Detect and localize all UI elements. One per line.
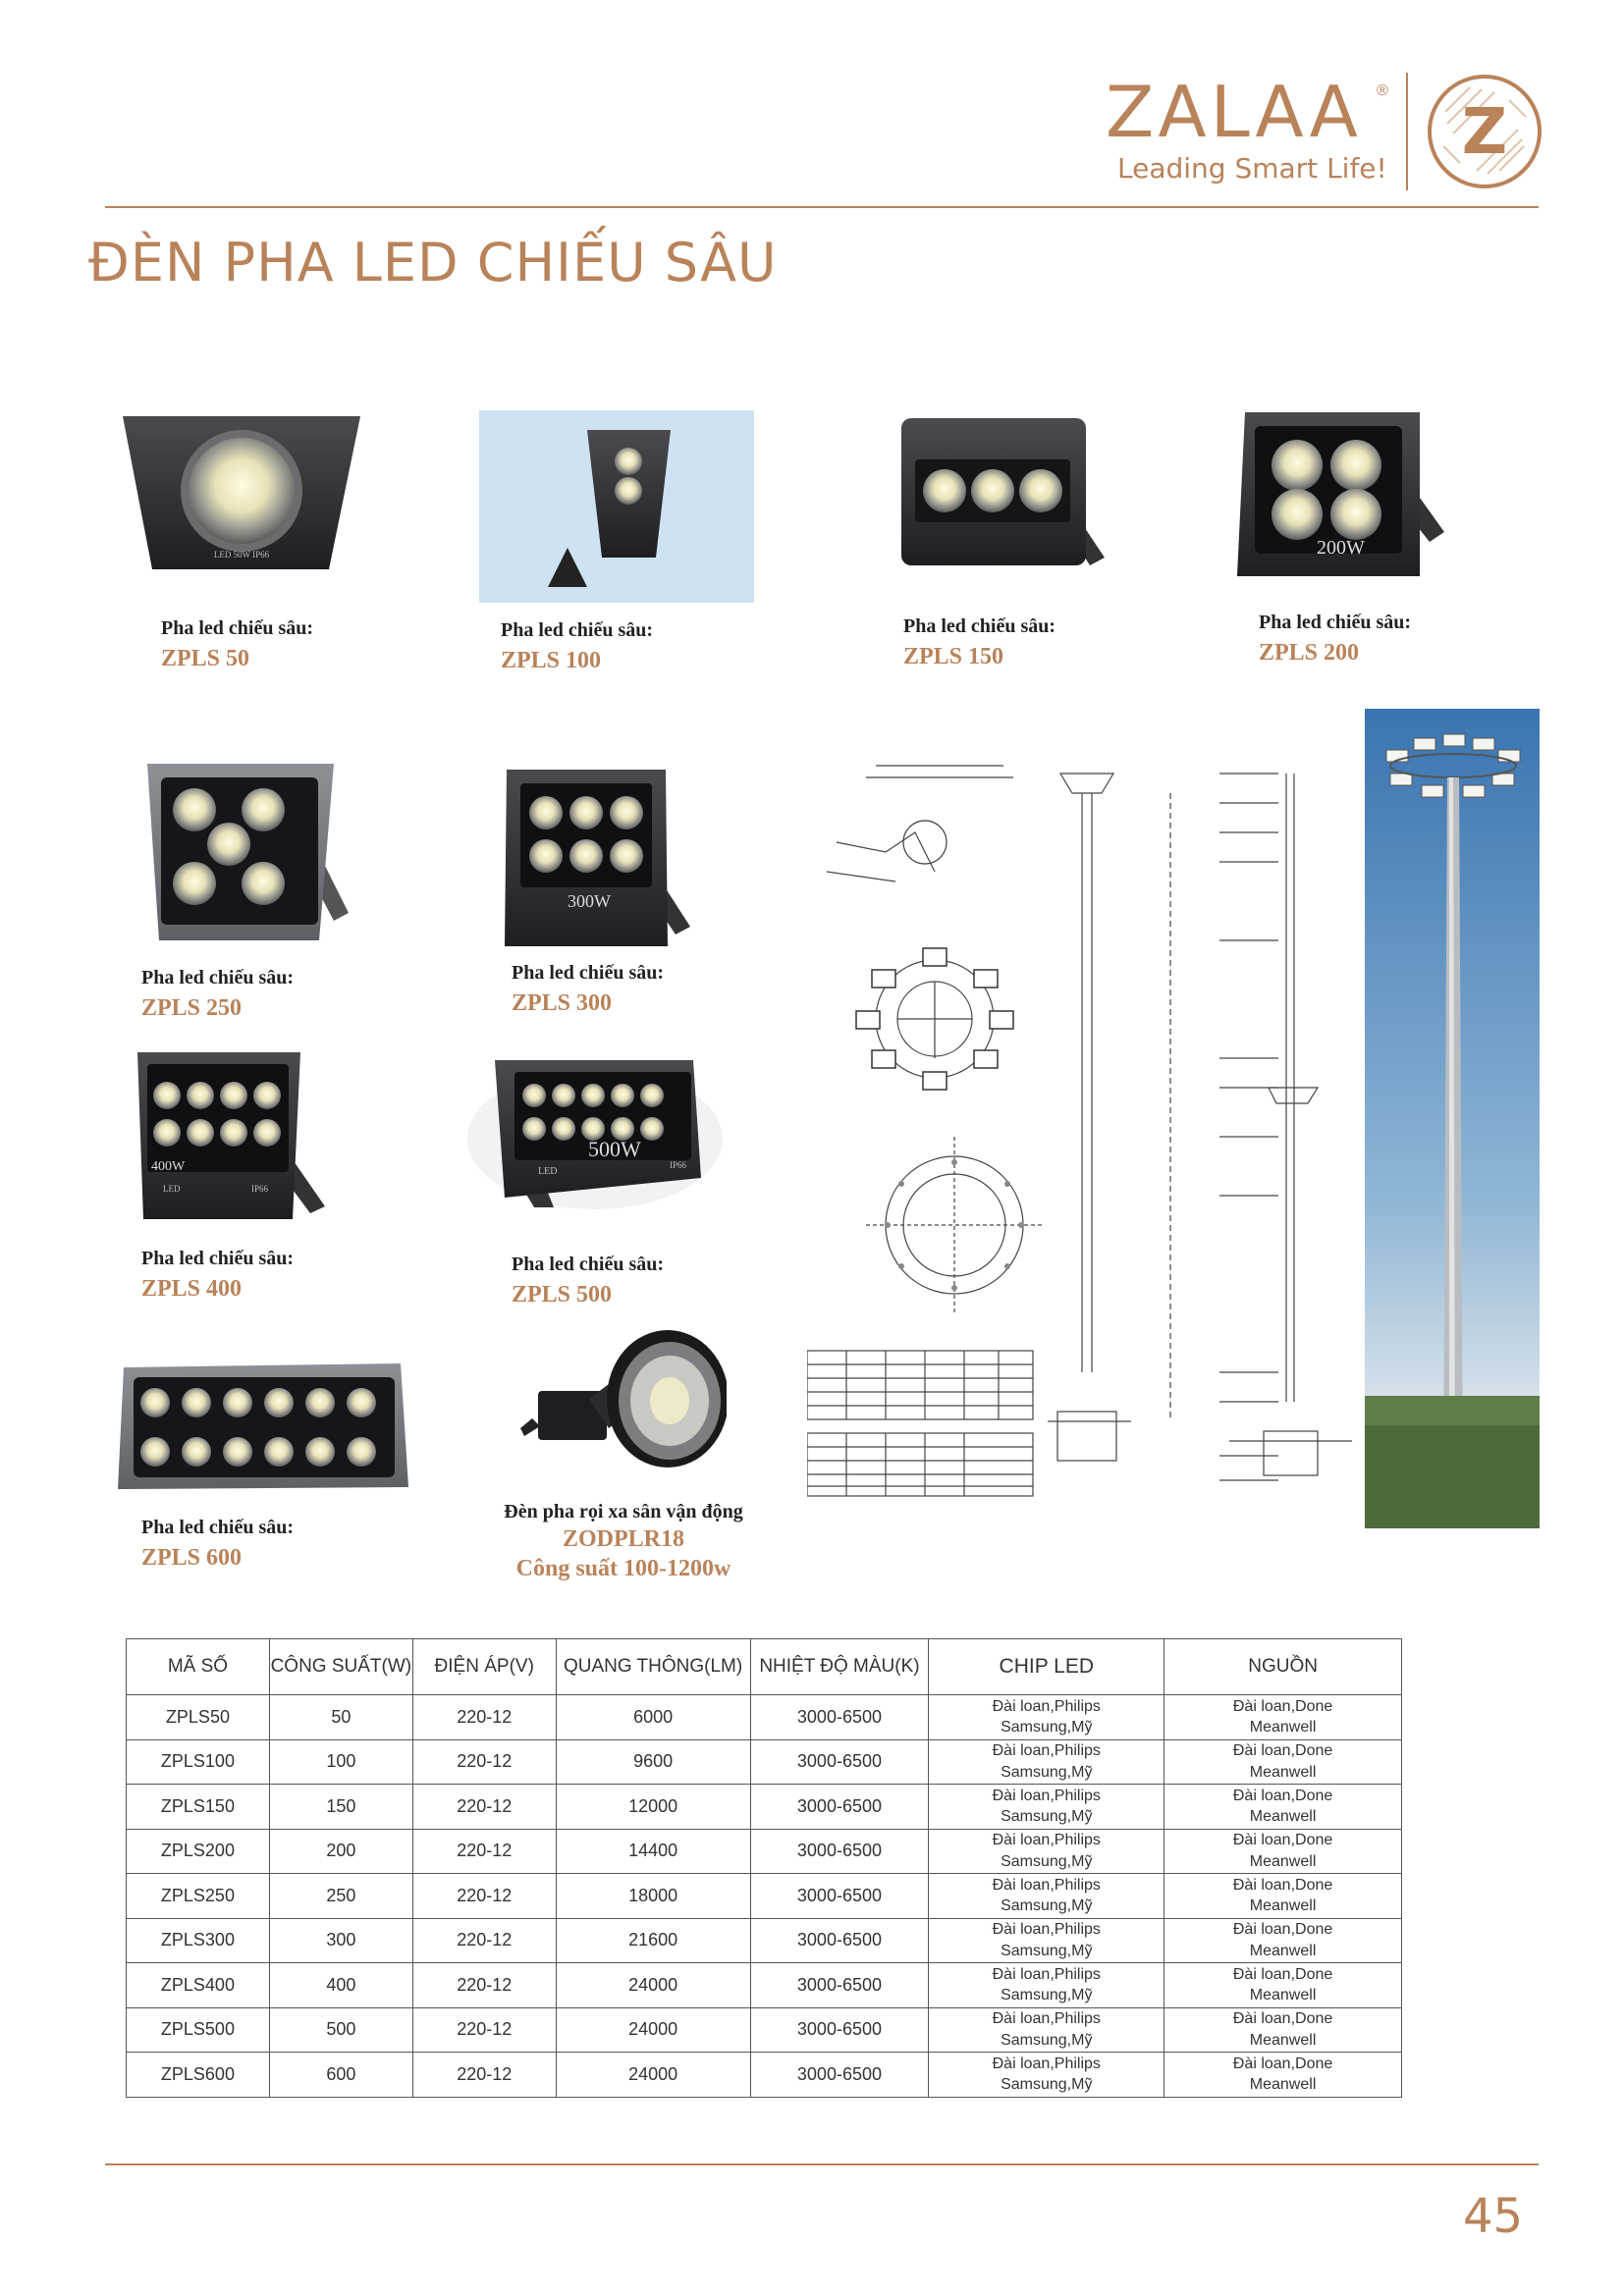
cell-voltage: 220-12 — [412, 1695, 556, 1740]
cell-code: ZPLS500 — [127, 2007, 270, 2053]
product-image-zpls500 — [465, 1050, 725, 1213]
spec-table — [126, 1638, 1402, 2098]
cell-chip-led-line1: Đài loan,Philips — [992, 1697, 1101, 1715]
cell-power: 400 — [269, 1963, 412, 2008]
cell-chip-led — [929, 1695, 1164, 1740]
cell-psu — [1164, 1874, 1402, 1919]
cell-cct: 3000-6500 — [750, 1695, 929, 1740]
cell-psu — [1164, 1829, 1402, 1874]
cell-code: ZPLS300 — [127, 1918, 270, 1963]
high-mast-photo — [1365, 709, 1540, 1528]
product-caption-zpls300: Pha led chiếu sâu: ZPLS 300 — [512, 962, 665, 1016]
col-header-chip: CHIP LED — [929, 1639, 1164, 1695]
cell-chip-led-line2: Samsung,Mỹ — [1001, 1897, 1093, 1915]
svg-text:IP66: IP66 — [251, 1184, 269, 1194]
cell-psu-line2: Meanwell — [1249, 1897, 1317, 1915]
cell-power: 600 — [269, 2053, 412, 2098]
cell-psu-line2: Meanwell — [1249, 2076, 1317, 2094]
cell-psu-line2: Meanwell — [1249, 1852, 1317, 1870]
cell-lumen: 6000 — [556, 1695, 750, 1740]
table-row — [127, 1695, 1402, 1740]
cell-psu-line1: Đài loan,Done — [1232, 1697, 1333, 1715]
cell-power: 500 — [269, 2007, 412, 2053]
cell-chip-led-line2: Samsung,Mỹ — [1001, 1852, 1093, 1870]
cell-cct: 3000-6500 — [750, 1829, 929, 1874]
cell-chip-led — [929, 1918, 1164, 1963]
cell-lumen: 24000 — [556, 2007, 750, 2053]
cell-psu — [1164, 2053, 1402, 2098]
product-image-zpls100 — [479, 410, 754, 603]
product-image-zpls150 — [893, 410, 1111, 577]
cell-lumen: 24000 — [556, 1963, 750, 2008]
header-divider — [105, 206, 1539, 208]
col-header-voltage: ĐIỆN ÁP(V) — [412, 1639, 556, 1695]
cell-chip-led — [929, 2053, 1164, 2098]
product-caption-zpls600: Pha led chiếu sâu: ZPLS 600 — [141, 1517, 295, 1571]
page-number: 45 — [1463, 2189, 1524, 2244]
cell-code: ZPLS400 — [127, 1963, 270, 2008]
cell-lumen: 9600 — [556, 1739, 750, 1785]
cell-chip-led — [929, 1874, 1164, 1919]
page-title: ĐÈN PHA LED CHIẾU SÂU — [88, 232, 778, 294]
svg-text:300W: 300W — [568, 891, 611, 911]
cell-psu-line2: Meanwell — [1249, 1763, 1317, 1781]
cell-power: 200 — [269, 1829, 412, 1874]
cell-psu — [1164, 1785, 1402, 1830]
cell-chip-led-line1: Đài loan,Philips — [992, 1832, 1101, 1849]
product-image-zpls200 — [1233, 404, 1447, 587]
cell-lumen: 12000 — [556, 1785, 750, 1830]
cell-psu-line2: Meanwell — [1249, 1719, 1317, 1736]
product-caption-zpls200: Pha led chiếu sâu: ZPLS 200 — [1259, 612, 1412, 666]
product-caption-zpls400: Pha led chiếu sâu: ZPLS 400 — [141, 1248, 295, 1302]
cell-cct: 3000-6500 — [750, 2007, 929, 2053]
product-image-zpls300 — [499, 750, 693, 956]
cell-chip-led — [929, 1963, 1164, 2008]
cell-voltage: 220-12 — [412, 1829, 556, 1874]
cell-psu — [1164, 1739, 1402, 1785]
col-header-psu: NGUỒN — [1164, 1639, 1402, 1695]
cell-voltage: 220-12 — [412, 1918, 556, 1963]
footer-divider — [105, 2163, 1539, 2165]
col-header-code: MÃ SỐ — [127, 1639, 270, 1695]
cell-cct: 3000-6500 — [750, 1918, 929, 1963]
table-row — [127, 1829, 1402, 1874]
cell-code: ZPLS250 — [127, 1874, 270, 1919]
cell-code: ZPLS100 — [127, 1739, 270, 1785]
cell-cct: 3000-6500 — [750, 1963, 929, 2008]
cell-psu-line2: Meanwell — [1249, 2031, 1317, 2049]
product-image-zpls400 — [84, 1044, 379, 1223]
cell-psu-line1: Đài loan,Done — [1232, 1832, 1333, 1849]
brand-name: ZALAA — [1106, 71, 1362, 153]
table-row — [127, 1785, 1402, 1830]
cell-chip-led-line1: Đài loan,Philips — [992, 2010, 1101, 2028]
product-image-zpls50 — [113, 410, 370, 577]
table-header-row — [127, 1639, 1402, 1695]
cell-chip-led — [929, 1739, 1164, 1785]
svg-text:IP66: IP66 — [670, 1160, 687, 1170]
cell-voltage: 220-12 — [412, 1963, 556, 2008]
table-row — [127, 1918, 1402, 1963]
cell-psu-line2: Meanwell — [1249, 1808, 1317, 1826]
cell-chip-led-line2: Samsung,Mỹ — [1001, 2076, 1093, 2094]
cell-cct: 3000-6500 — [750, 1874, 929, 1919]
cell-chip-led-line1: Đài loan,Philips — [992, 1742, 1101, 1760]
svg-text:500W: 500W — [588, 1137, 641, 1161]
cell-chip-led-line1: Đài loan,Philips — [992, 2055, 1101, 2072]
cell-voltage: 220-12 — [412, 1739, 556, 1785]
brand-logo-letter: Z — [1461, 96, 1508, 169]
cell-psu-line1: Đài loan,Done — [1232, 1876, 1333, 1894]
cell-lumen: 24000 — [556, 2053, 750, 2098]
cell-power: 150 — [269, 1785, 412, 1830]
table-row — [127, 1963, 1402, 2008]
cell-power: 50 — [269, 1695, 412, 1740]
cell-chip-led-line2: Samsung,Mỹ — [1001, 1808, 1093, 1826]
cell-chip-led-line2: Samsung,Mỹ — [1001, 1987, 1093, 2004]
cell-chip-led-line2: Samsung,Mỹ — [1001, 1719, 1093, 1736]
cell-psu-line2: Meanwell — [1249, 1942, 1317, 1959]
table-row — [127, 2053, 1402, 2098]
cell-psu-line2: Meanwell — [1249, 1987, 1317, 2004]
col-header-lumen: QUANG THÔNG(LM) — [556, 1639, 750, 1695]
cell-code: ZPLS200 — [127, 1829, 270, 1874]
table-row — [127, 2007, 1402, 2053]
brand-block — [1106, 73, 1410, 200]
brand-registered-mark: ® — [1377, 82, 1388, 99]
cell-chip-led-line2: Samsung,Mỹ — [1001, 1763, 1093, 1781]
cell-chip-led-line1: Đài loan,Philips — [992, 1787, 1101, 1804]
cell-psu-line1: Đài loan,Done — [1232, 1921, 1333, 1939]
cell-psu — [1164, 1963, 1402, 2008]
cell-voltage: 220-12 — [412, 2053, 556, 2098]
product-caption-zodplr18: Đèn pha rọi xa sân vận động ZODPLR18 Công suất 100-1200w — [504, 1501, 743, 1581]
svg-text:LED: LED — [163, 1184, 181, 1194]
cell-chip-led — [929, 1785, 1164, 1830]
cell-power: 300 — [269, 1918, 412, 1963]
cell-chip-led-line1: Đài loan,Philips — [992, 1965, 1101, 1983]
product-caption-zpls50: Pha led chiếu sâu: ZPLS 50 — [161, 617, 314, 671]
cell-psu-line1: Đài loan,Done — [1232, 1787, 1333, 1804]
cell-code: ZPLS600 — [127, 2053, 270, 2098]
product-image-zpls600 — [114, 1360, 410, 1493]
cell-voltage: 220-12 — [412, 1785, 556, 1830]
cell-psu — [1164, 1695, 1402, 1740]
cell-lumen: 18000 — [556, 1874, 750, 1919]
product-image-zpls250 — [137, 756, 355, 952]
cell-chip-led — [929, 1829, 1164, 1874]
cell-cct: 3000-6500 — [750, 2053, 929, 2098]
cell-voltage: 220-12 — [412, 1874, 556, 1919]
product-caption-zpls500: Pha led chiếu sâu: ZPLS 500 — [512, 1254, 665, 1308]
table-row — [127, 1739, 1402, 1785]
cell-chip-led-line1: Đài loan,Philips — [992, 1876, 1101, 1894]
brand-tagline: Leading Smart Life! — [1117, 152, 1387, 185]
cell-chip-led-line1: Đài loan,Philips — [992, 1921, 1101, 1939]
cell-voltage: 220-12 — [412, 2007, 556, 2053]
cell-power: 250 — [269, 1874, 412, 1919]
product-caption-zpls150: Pha led chiếu sâu: ZPLS 150 — [903, 615, 1056, 669]
cell-psu-line1: Đài loan,Done — [1232, 1742, 1333, 1760]
product-caption-zpls250: Pha led chiếu sâu: ZPLS 250 — [141, 967, 295, 1021]
svg-text:LED: LED — [538, 1166, 558, 1177]
table-row — [127, 1874, 1402, 1919]
cell-code: ZPLS50 — [127, 1695, 270, 1740]
cell-lumen: 14400 — [556, 1829, 750, 1874]
product-image-zodplr18 — [520, 1330, 727, 1477]
cell-code: ZPLS150 — [127, 1785, 270, 1830]
cell-cct: 3000-6500 — [750, 1785, 929, 1830]
cell-chip-led-line2: Samsung,Mỹ — [1001, 1942, 1093, 1959]
cell-psu-line1: Đài loan,Done — [1232, 2010, 1333, 2028]
cell-psu-line1: Đài loan,Done — [1232, 2055, 1333, 2072]
cell-chip-led — [929, 2007, 1164, 2053]
svg-text:LED 50W IP66: LED 50W IP66 — [213, 550, 270, 560]
svg-text:200W: 200W — [1317, 537, 1365, 559]
col-header-cct: NHIỆT ĐỘ MÀU(K) — [750, 1639, 929, 1695]
cell-cct: 3000-6500 — [750, 1739, 929, 1785]
product-caption-zpls100: Pha led chiếu sâu: ZPLS 100 — [501, 619, 654, 673]
brand-logo-icon — [1426, 73, 1543, 190]
cell-psu — [1164, 1918, 1402, 1963]
svg-text:400W: 400W — [151, 1159, 186, 1174]
cell-psu — [1164, 2007, 1402, 2053]
cell-chip-led-line2: Samsung,Mỹ — [1001, 2031, 1093, 2049]
cell-psu-line1: Đài loan,Done — [1232, 1965, 1333, 1983]
col-header-power: CÔNG SUẤT(W) — [269, 1639, 412, 1695]
cell-lumen: 21600 — [556, 1918, 750, 1963]
cell-power: 100 — [269, 1739, 412, 1785]
pole-technical-drawing — [807, 734, 1352, 1510]
brand-divider — [1406, 73, 1408, 190]
